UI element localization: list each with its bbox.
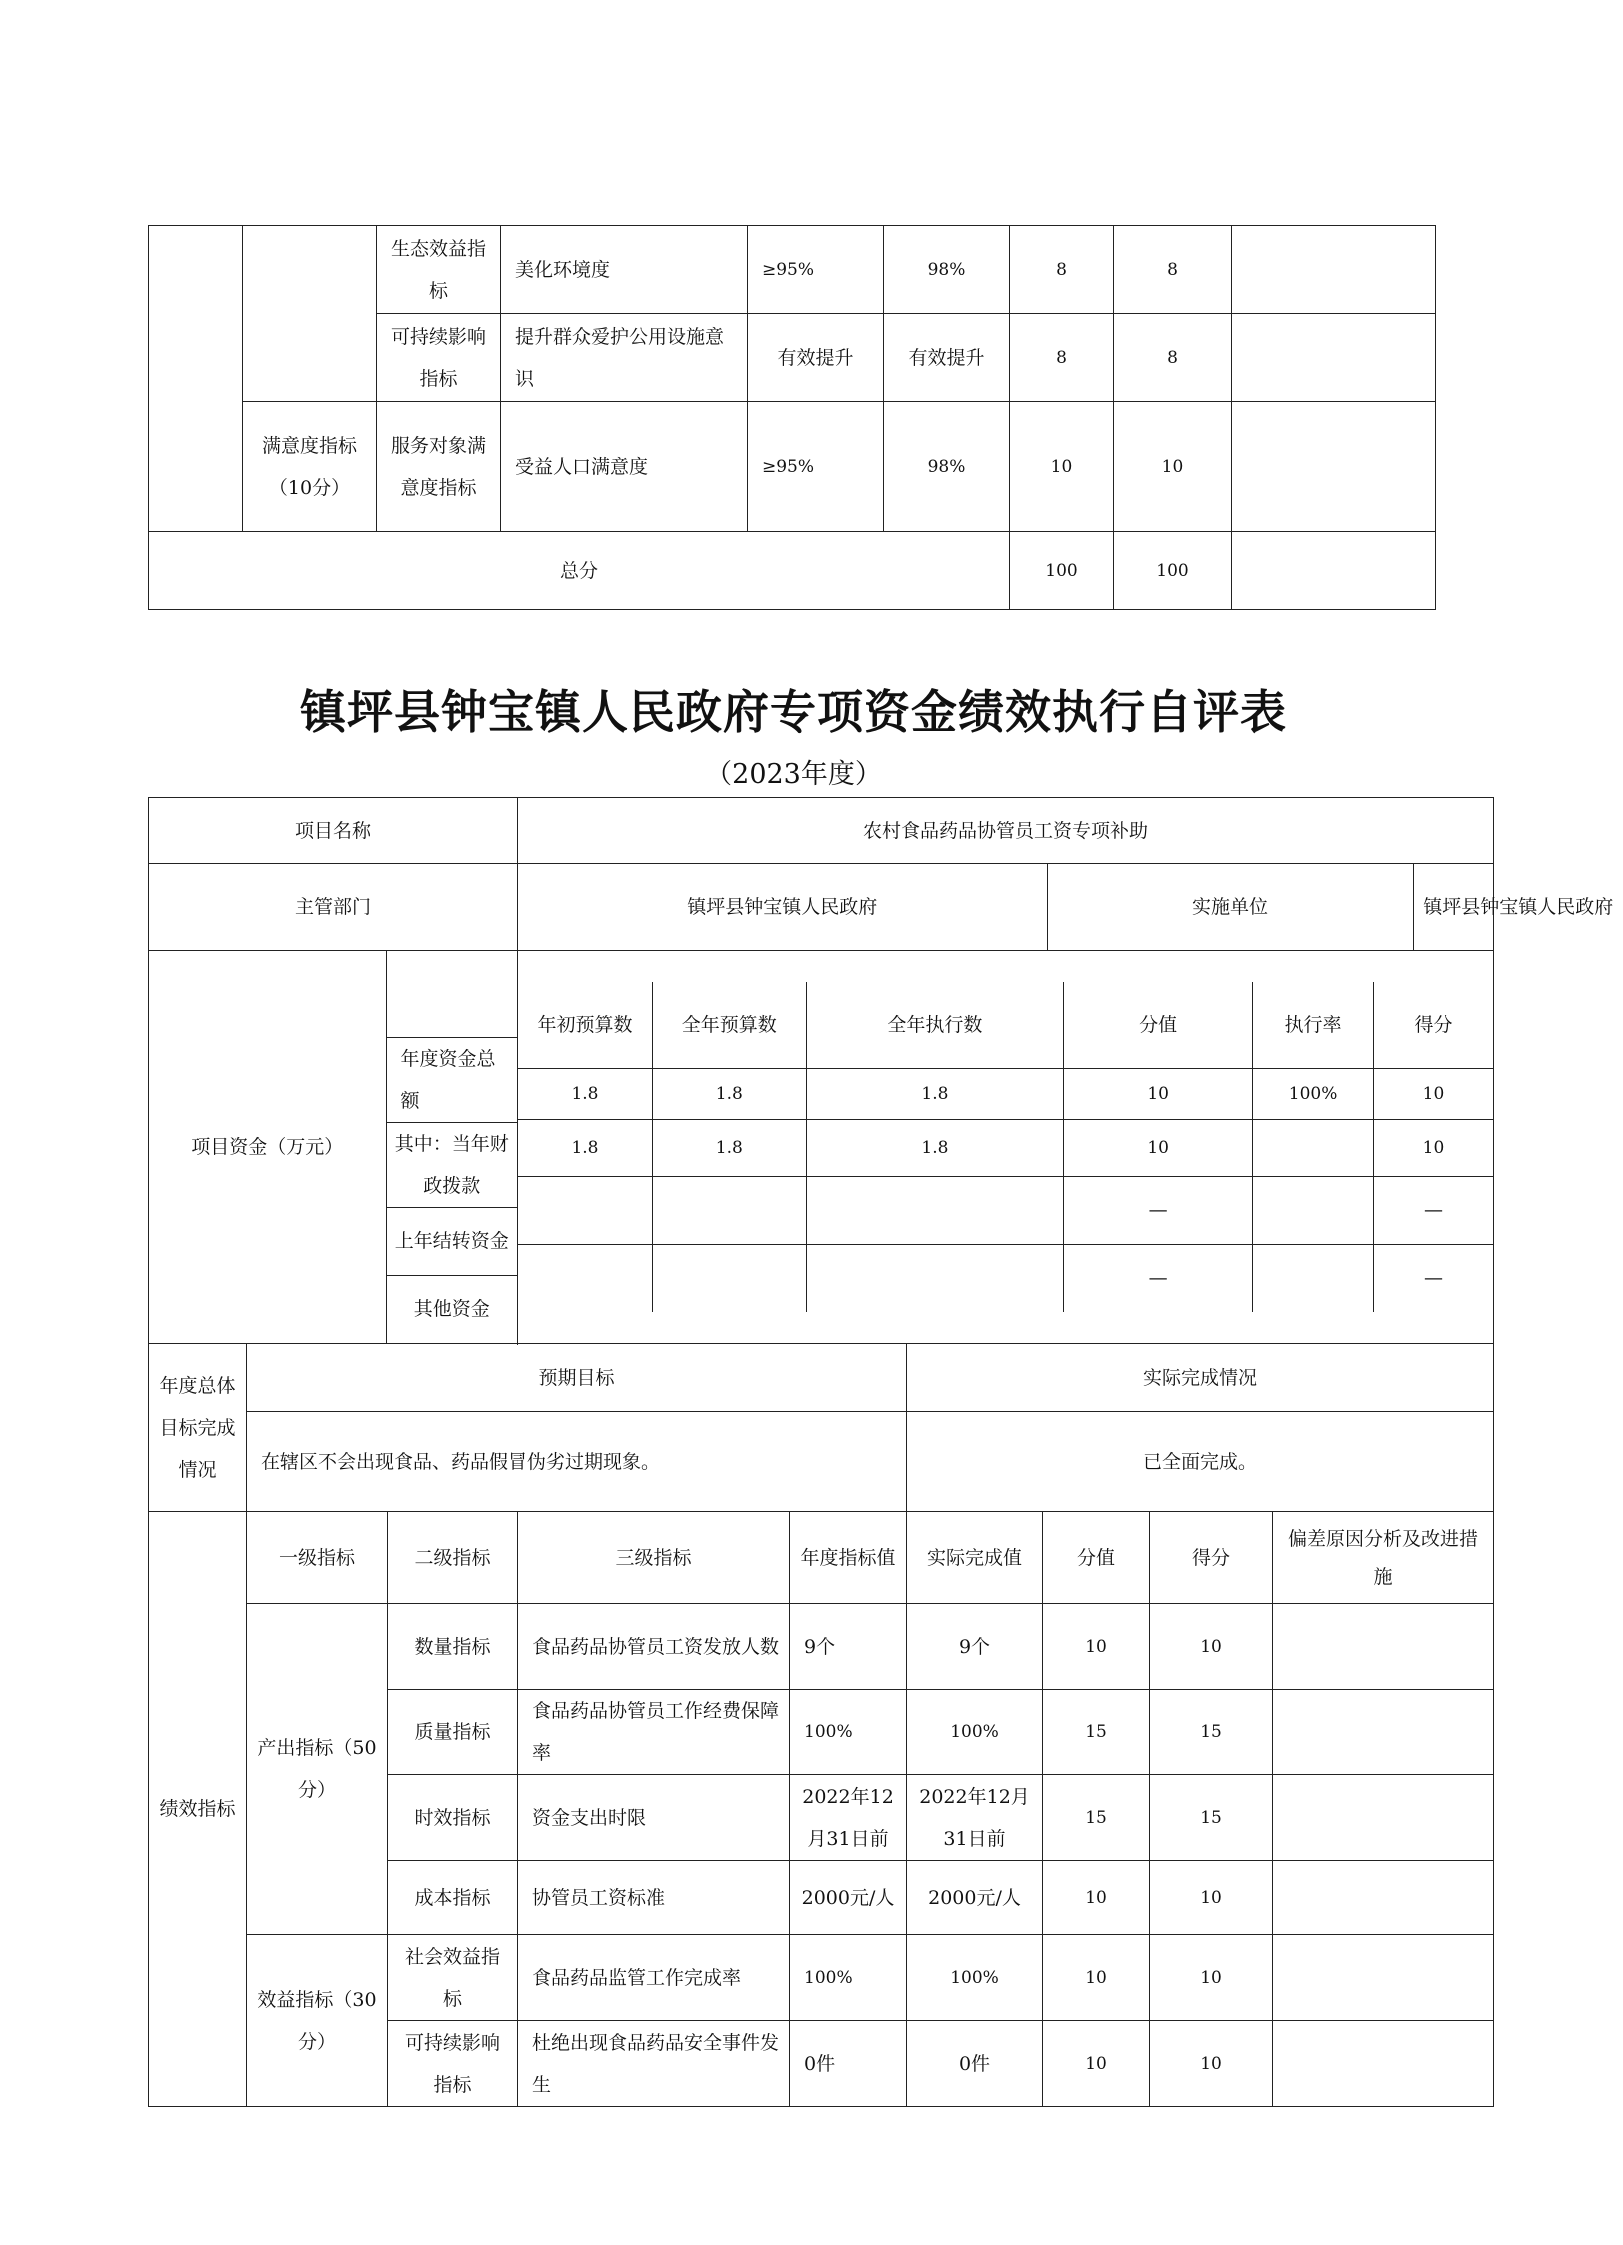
value-cell: 10 [1043, 1604, 1150, 1690]
self-evaluation-table [148, 797, 1614, 2107]
benefit-indicator-label: 效益指标（30分） [247, 1935, 388, 2107]
score-cell: 10 [1150, 1861, 1273, 1935]
funds-exec: 1.8 [806, 1068, 1063, 1119]
funds-header: 全年预算数 [652, 982, 806, 1068]
actual-cell: 有效提升 [884, 314, 1010, 402]
funds-rate [1253, 1244, 1374, 1312]
funds-annual: 1.8 [652, 1119, 806, 1176]
funds-init: 1.8 [518, 1119, 652, 1176]
remark-cell [1232, 314, 1436, 402]
funds-score: — [1373, 1176, 1493, 1244]
perf-header: 二级指标 [388, 1512, 518, 1604]
funds-rate [1253, 1119, 1374, 1176]
page-title: 镇坪县钟宝镇人民政府专项资金绩效执行自评表 [300, 685, 1287, 739]
table-row [149, 226, 1436, 314]
level1-cell [243, 226, 377, 402]
level3-cell: 食品药品协管员工资发放人数 [518, 1604, 790, 1690]
goal-label: 年度总体目标完成情况 [149, 1344, 247, 1512]
remark-cell [1232, 532, 1436, 610]
perf-header: 年度指标值 [790, 1512, 907, 1604]
level3-cell: 资金支出时限 [518, 1775, 790, 1861]
perf-header: 三级指标 [518, 1512, 790, 1604]
value-cell: 10 [1043, 2021, 1150, 2107]
remark-cell [1273, 1775, 1494, 1861]
value-cell: 15 [1043, 1690, 1150, 1775]
continued-indicator-table [148, 225, 1436, 610]
actual-result: 已全面完成。 [907, 1412, 1494, 1512]
funds-init: 1.8 [518, 1068, 652, 1119]
impl-value: 镇坪县钟宝镇人民政府 [1423, 896, 1614, 918]
dept-label: 主管部门 [149, 864, 518, 951]
perf-header: 实际完成值 [907, 1512, 1043, 1604]
year-subtitle: （2023年度） [705, 759, 882, 790]
target-cell: ≥95% [748, 402, 884, 532]
total-value: 100 [1010, 532, 1114, 610]
target-cell: 2000元/人 [790, 1861, 907, 1935]
value-cell: 15 [1043, 1775, 1150, 1861]
score-value-cell: 8 [1010, 226, 1114, 314]
level3-cell: 杜绝出现食品药品安全事件发生 [518, 2021, 790, 2107]
total-label: 总分 [149, 532, 1010, 610]
remark-cell [1273, 1604, 1494, 1690]
actual-cell: 98% [884, 402, 1010, 532]
level3-cell: 食品药品监管工作完成率 [518, 1935, 790, 2021]
level2-cell: 社会效益指标 [388, 1935, 518, 2021]
funds-exec: 1.8 [806, 1119, 1063, 1176]
funds-header: 得分 [1373, 982, 1493, 1068]
funds-row-label: 年度资金总额 [387, 1037, 518, 1122]
funds-value: — [1064, 1176, 1253, 1244]
funds-row-label: 上年结转资金 [387, 1207, 518, 1275]
level2-cell: 服务对象满意度指标 [377, 402, 501, 532]
level2-cell: 可持续影响指标 [388, 2021, 518, 2107]
score-cell: 10 [1150, 1935, 1273, 2021]
funds-score: 10 [1373, 1068, 1493, 1119]
remark-cell [1232, 226, 1436, 314]
level1-cell: 满意度指标（10分） [243, 402, 377, 532]
output-indicator-label: 产出指标（50分） [247, 1604, 388, 1935]
score-value-cell: 10 [1010, 402, 1114, 532]
total-row [149, 532, 1436, 610]
funds-init [518, 1176, 652, 1244]
table-row [149, 1935, 1494, 2021]
funds-rate [1253, 1176, 1374, 1244]
level3-cell: 协管员工资标准 [518, 1861, 790, 1935]
total-score: 100 [1114, 532, 1232, 610]
funds-header: 全年执行数 [806, 982, 1063, 1068]
funds-annual: 1.8 [652, 1068, 806, 1119]
funds-value: 10 [1064, 1068, 1253, 1119]
goal-header-row [149, 1344, 1494, 1412]
actual-cell: 2000元/人 [907, 1861, 1043, 1935]
perf-header: 分值 [1043, 1512, 1150, 1604]
project-name-label: 项目名称 [149, 798, 518, 864]
target-cell: 100% [790, 1690, 907, 1775]
remark-cell [1273, 1690, 1494, 1775]
value-cell: 10 [1043, 1861, 1150, 1935]
goal-content-row [149, 1412, 1494, 1512]
target-cell: 100% [790, 1935, 907, 2021]
perf-header-row [149, 1512, 1494, 1604]
level0-cell [149, 226, 243, 532]
target-cell: 有效提升 [748, 314, 884, 402]
actual-cell: 100% [907, 1690, 1043, 1775]
department-row [149, 864, 1494, 951]
level2-cell: 数量指标 [388, 1604, 518, 1690]
table-row [149, 1604, 1494, 1690]
perf-header: 一级指标 [247, 1512, 388, 1604]
perf-header: 得分 [1150, 1512, 1273, 1604]
expected-goal: 在辖区不会出现食品、药品假冒伪劣过期现象。 [247, 1412, 907, 1512]
actual-cell: 100% [907, 1935, 1043, 2021]
perf-label: 绩效指标 [149, 1512, 247, 2107]
score-cell: 15 [1150, 1690, 1273, 1775]
level2-cell: 时效指标 [388, 1775, 518, 1861]
score-cell: 10 [1150, 1604, 1273, 1690]
funds-exec [806, 1176, 1063, 1244]
funds-row-label: 其他资金 [413, 1298, 490, 1321]
target-cell: 9个 [790, 1604, 907, 1690]
funds-header: 年初预算数 [518, 982, 652, 1068]
funds-label: 项目资金（万元） [149, 951, 386, 1343]
funds-score: 10 [1373, 1119, 1493, 1176]
target-cell: ≥95% [748, 226, 884, 314]
dept-value: 镇坪县钟宝镇人民政府 [518, 864, 1047, 950]
funds-annual [652, 1244, 806, 1312]
perf-header: 偏差原因分析及改进措施 [1273, 1512, 1494, 1604]
table-row [149, 402, 1436, 532]
funds-header: 分值 [1064, 982, 1253, 1068]
score-cell: 8 [1114, 314, 1232, 402]
actual-label: 实际完成情况 [907, 1344, 1494, 1412]
level2-cell: 可持续影响指标 [377, 314, 501, 402]
level2-cell: 质量指标 [388, 1690, 518, 1775]
project-name-value: 农村食品药品协管员工资专项补助 [518, 798, 1494, 864]
funds-header: 执行率 [1253, 982, 1374, 1068]
funds-rate: 100% [1253, 1068, 1374, 1119]
funds-score: — [1373, 1244, 1493, 1312]
funds-header-row [149, 951, 1494, 1344]
remark-cell [1232, 402, 1436, 532]
impl-label: 实施单位 [1047, 864, 1413, 950]
actual-cell: 98% [884, 226, 1010, 314]
level3-cell: 食品药品协管员工作经费保障率 [518, 1690, 790, 1775]
score-value-cell: 8 [1010, 314, 1114, 402]
remark-cell [1273, 2021, 1494, 2107]
actual-cell: 2022年12月31日前 [907, 1775, 1043, 1861]
score-cell: 10 [1114, 402, 1232, 532]
funds-value: — [1064, 1244, 1253, 1312]
level3-cell: 美化环境度 [501, 226, 748, 314]
level2-cell: 生态效益指标 [377, 226, 501, 314]
score-cell: 10 [1150, 2021, 1273, 2107]
remark-cell [1273, 1861, 1494, 1935]
level3-cell: 提升群众爱护公用设施意识 [501, 314, 748, 402]
project-name-row [149, 798, 1494, 864]
funds-init [518, 1244, 652, 1312]
funds-value: 10 [1064, 1119, 1253, 1176]
remark-cell [1273, 1935, 1494, 2021]
actual-cell: 9个 [907, 1604, 1043, 1690]
target-cell: 0件 [790, 2021, 907, 2107]
value-cell: 10 [1043, 1935, 1150, 2021]
funds-exec [806, 1244, 1063, 1312]
funds-row-label: 其中：当年财政拨款 [387, 1122, 518, 1207]
target-cell: 2022年12月31日前 [790, 1775, 907, 1861]
score-cell: 15 [1150, 1775, 1273, 1861]
level2-cell: 成本指标 [388, 1861, 518, 1935]
actual-cell: 0件 [907, 2021, 1043, 2107]
expected-label: 预期目标 [247, 1344, 907, 1412]
funds-annual [652, 1176, 806, 1244]
score-cell: 8 [1114, 226, 1232, 314]
level3-cell: 受益人口满意度 [501, 402, 748, 532]
